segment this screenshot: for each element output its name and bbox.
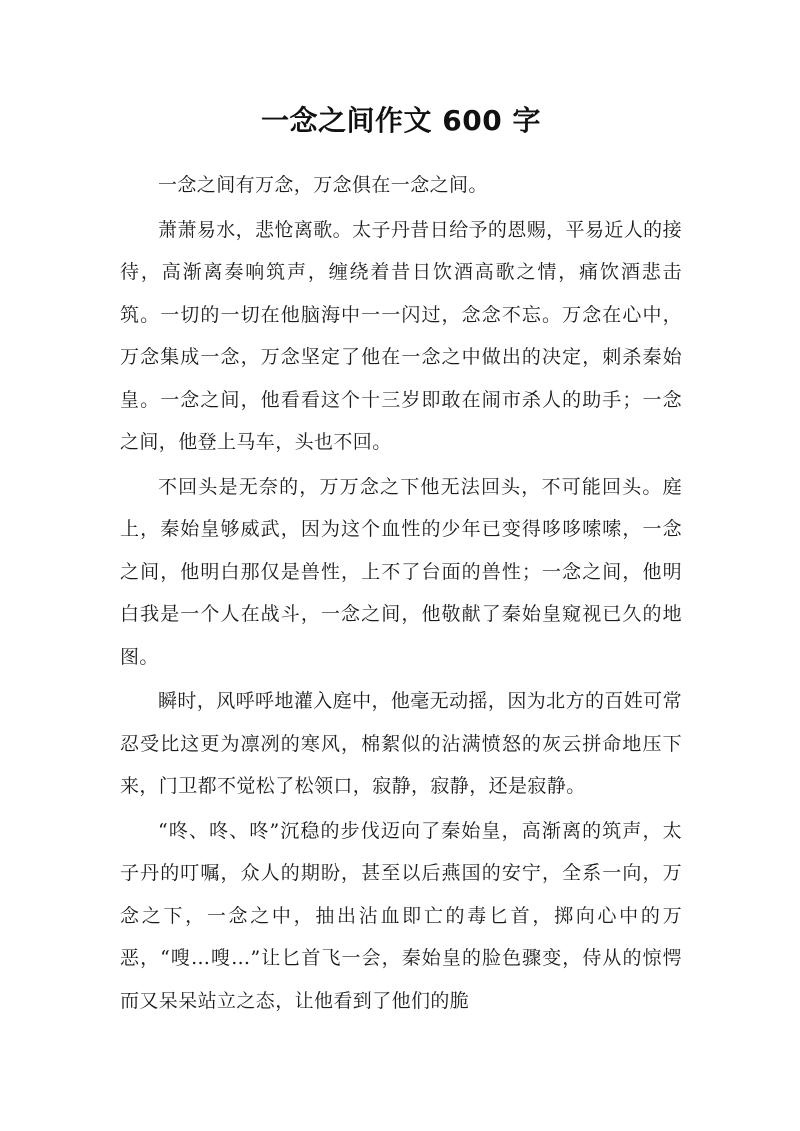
essay-title: 一念之间作文 600 字 (261, 104, 541, 137)
essay-body (120, 164, 682, 1022)
paragraph-1: 一念之间有万念，万念俱在一念之间。 (158, 174, 488, 196)
paragraph-4: 瞬时，风呼呼地灌入庭中，他毫无动摇，因为北方的百姓可常忍受比这更为凛冽的寒风，棉絮似的沾满愤怒的灰云拼命地压下来，门卫都不觉松了松领口，寂静，寂静，还是寂静。 (120, 690, 682, 797)
paragraph-5: “咚、咚、咚”沉稳的步伐迈向了秦始皇，高渐离的筑声，太子丹的叮嘱，众人的期盼，甚至以后燕国的安宁，全系一向，万念之下，一念之中，抽出沾血即亡的毒匕首，掷向心中的万恶，“嗖…嗖…”让匕首飞一会，秦始皇的脸色骤变，侍从的惊愕而又呆呆站立之态，让他看到了他们的脆 (120, 819, 682, 1012)
paragraph-2: 萧萧易水，悲怆离歌。太子丹昔日给予的恩赐，平易近人的接待，高渐离奏响筑声，缠绕着昔日饮酒高歌之情，痛饮酒悲击筑。一切的一切在他脑海中一一闪过，念念不忘。万念在心中，万念集成一念，万念坚定了他在一念之中做出的决定，刺杀秦始皇。一念之间，他看看这个十三岁即敢在闹市杀人的助手；一念之间，他登上马车，头也不回。 (120, 218, 682, 453)
paragraph-3: 不回头是无奈的，万万念之下他无法回头，不可能回头。庭上，秦始皇够威武，因为这个血性的少年已变得哆哆嗦嗦，一念之间，他明白那仅是兽性，上不了台面的兽性；一念之间，他明白我是一个人在战斗，一念之间，他敬献了秦始皇窥视已久的地图。 (120, 475, 682, 668)
